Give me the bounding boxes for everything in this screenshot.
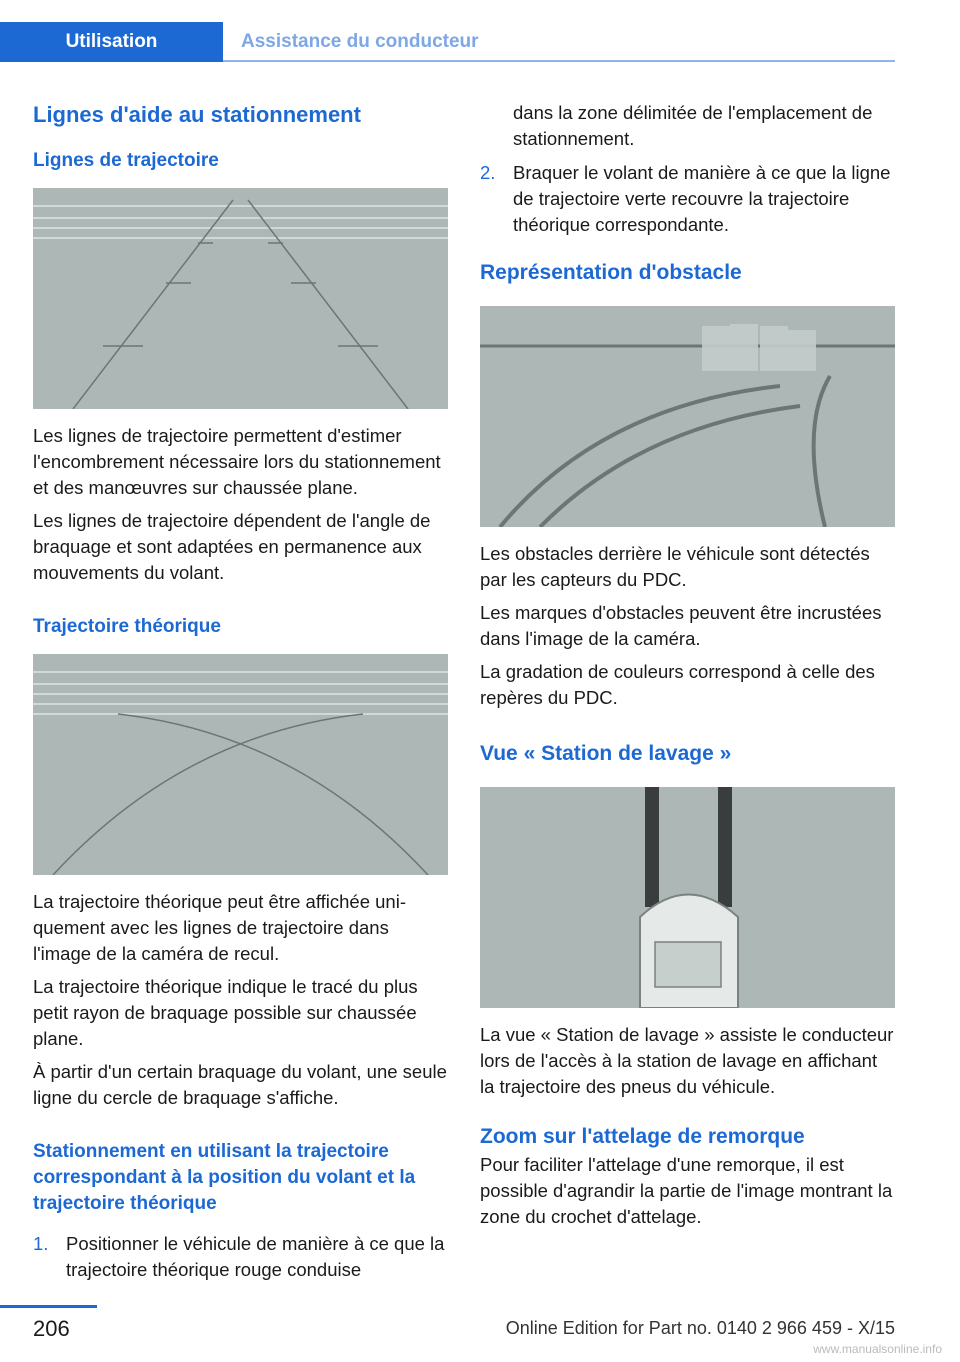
subheading-car-wash: Vue « Station de lavage »: [480, 742, 732, 765]
paragraph: Pour faciliter l'attelage d'une remorque, il est possible d'agrandir la partie de l'image montrant la zone du crochet d'attelage.: [480, 1154, 893, 1227]
paragraph: Les lignes de trajectoire dépendent de l'angle de braquage et sont adaptées en permanence aux mouvements du volant.: [33, 510, 431, 583]
paragraph: Les obstacles derrière le véhicule sont détectés par les capteurs du PDC.: [480, 543, 870, 590]
paragraph: La trajectoire théorique indique le tracé du plus petit rayon de braquage possible sur chaussée plane.: [33, 976, 418, 1049]
watermark: www.manualsonline.info: [813, 1342, 942, 1356]
page-number: 206: [33, 1316, 70, 1341]
paragraph: Les lignes de trajectoire permettent d'estimer l'encombrement nécessaire lors du stationnement et des manœuvres sur chaussée plane.: [33, 425, 441, 498]
car-wash-image: [480, 787, 895, 1008]
paragraph: Les marques d'obstacles peuvent être incrustées dans l'image de la caméra.: [480, 602, 882, 649]
subheading-parking-procedure: Stationnement en utilisant la trajectoire correspondant à la position du volant et la trajectoire théorique: [33, 1141, 416, 1214]
trajectory-lines-image: [33, 188, 448, 409]
tab-assistance[interactable]: Assistance du conducteur: [241, 31, 479, 52]
step-text: Positionner le véhicule de manière à ce que la trajectoire théorique rouge conduise: [66, 1233, 445, 1280]
section-title: Lignes d'aide au stationnement: [33, 102, 361, 127]
header-bar: [0, 22, 895, 62]
step-text: Braquer le volant de manière à ce que la ligne de trajectoire verte recouvre la trajectoire théorique correspondante.: [513, 162, 891, 235]
step-text: dans la zone délimitée de l'emplacement de stationnement.: [513, 102, 873, 149]
list-item: [480, 160, 895, 238]
paragraph: La vue « Station de lavage » assiste le conducteur lors de l'accès à la station de lavage en affichant la trajectoire des pneus du véhicule.: [480, 1024, 894, 1097]
header-divider: [223, 60, 895, 62]
edition-text: Online Edition for Part no. 0140 2 966 459 - X/15: [505, 1318, 895, 1338]
subheading-theoretical-trajectory: Trajectoire théorique: [33, 616, 221, 637]
paragraph: À partir d'un certain braquage du volant, une seule ligne du cercle de braquage s'affiche.: [33, 1061, 447, 1108]
step-number: 1.: [33, 1233, 49, 1254]
theoretical-trajectory-image: [33, 654, 448, 875]
list-item: [33, 1231, 448, 1283]
subheading-trajectory-lines: Lignes de trajectoire: [33, 150, 219, 171]
obstacle-image: [480, 306, 895, 527]
step-number: 2.: [480, 162, 496, 183]
subheading-obstacle: Représentation d'obstacle: [480, 261, 742, 284]
list-item: [480, 100, 895, 152]
tab-utilisation[interactable]: Utilisation: [0, 22, 223, 62]
right-column: [480, 100, 895, 1237]
subheading-trailer-zoom: Zoom sur l'attelage de remorque: [480, 1125, 805, 1148]
steps-list-continued: [480, 100, 895, 238]
footer-divider: [0, 1305, 97, 1308]
steps-list: [33, 1231, 448, 1283]
paragraph: La gradation de couleurs correspond à celle des repères du PDC.: [480, 661, 875, 708]
left-column: [33, 100, 448, 1291]
paragraph: La trajectoire théorique peut être affichée uniquement avec les lignes de trajectoire dans l'image de la caméra de recul.: [33, 891, 406, 964]
